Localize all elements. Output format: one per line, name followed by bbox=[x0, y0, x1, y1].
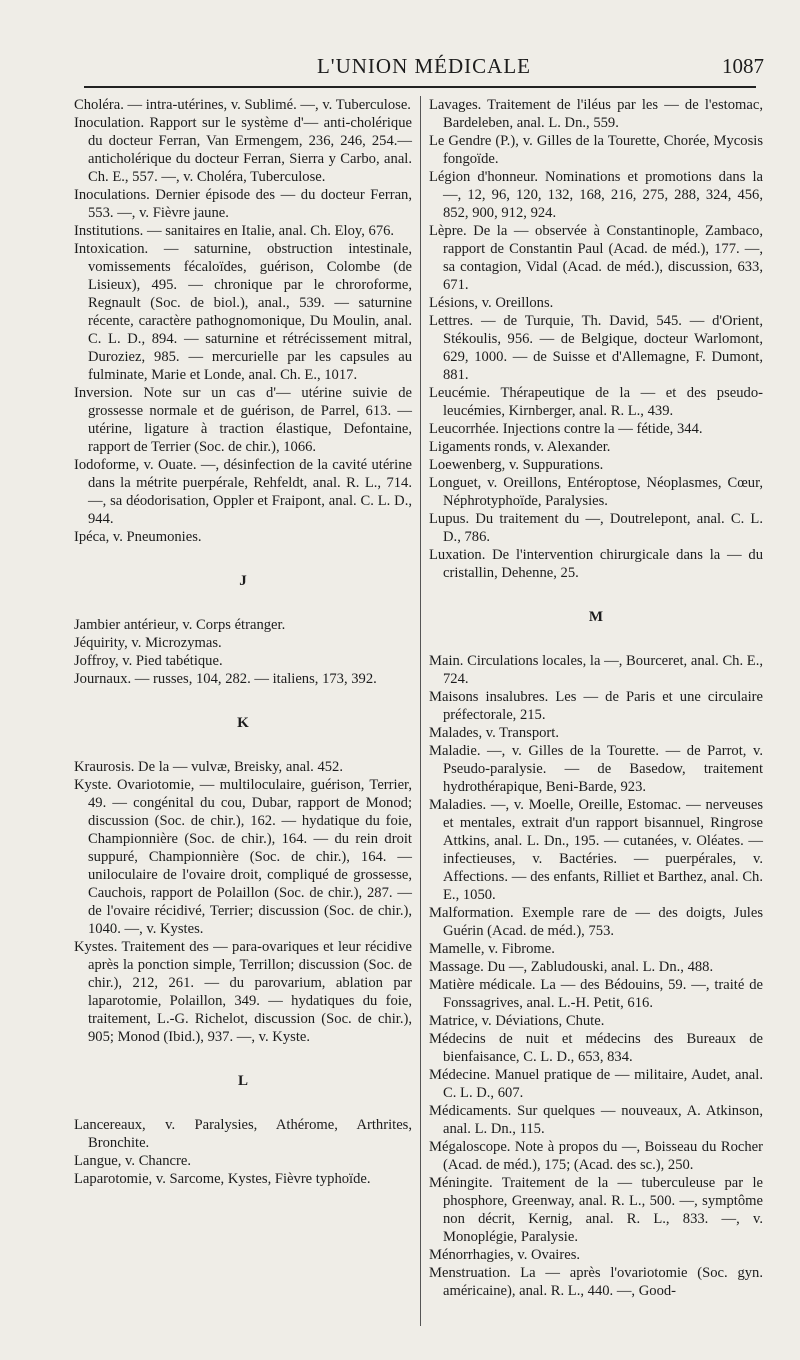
index-entry: Loewenberg, v. Suppurations. bbox=[429, 457, 604, 473]
index-entry: Médecine. Manuel pratique de — militaire, Audet, anal. C. L. D., 607. bbox=[429, 1067, 763, 1101]
right-column bbox=[429, 96, 763, 1300]
index-entry: Ipéca, v. Pneumonies. bbox=[74, 529, 202, 545]
index-entry: Institutions. — sanitaires en Italie, anal. Ch. Eloy, 676. bbox=[74, 223, 395, 239]
section-letter: K bbox=[237, 715, 249, 731]
page-number: 1087 bbox=[722, 54, 764, 78]
index-entry: Ménorrhagies, v. Ovaires. bbox=[429, 1247, 581, 1263]
index-entry: Intoxication. — saturnine, obstruction intestinale, vomissements fécaloïdes, guérison, Colombe (de Lisieux), 495. — chronique par le chroroforme, Regnault (Soc. de biol.), anal., 539. — saturnine récente, caractère pathognomonique, Du Moulin, anal. C. L. D., 894. — saturnine et rétrécissement mitral, Duroziez, 985. — mercurielle par les capsules au fulminate, Marie et Londe, anal. Ch. E., 1017. bbox=[74, 241, 412, 383]
index-entry: Maladies. —, v. Moelle, Oreille, Estomac. — nerveuses et mentales, extrait d'un rapport bisannuel, Ringrose Attkins, anal. L. Dn., 195. — cutanées, v. Oléates. — infectieuses, v. Bactéries. — puerpérales, v. Affections. — des enfants, Rilliet et Barthez, anal. Ch. E., 1050. bbox=[429, 797, 763, 903]
section-letter: L bbox=[237, 1073, 248, 1089]
index-entry: Joffroy, v. Pied tabétique. bbox=[74, 653, 223, 669]
index-entry: Choléra. — intra-utérines, v. Sublimé. —, v. Tuberculose. bbox=[74, 97, 411, 113]
index-entry: Malades, v. Transport. bbox=[429, 725, 559, 741]
journal-title: L'UNION MÉDICALE bbox=[316, 54, 531, 78]
index-entry: Langue, v. Chancre. bbox=[74, 1153, 191, 1169]
index-entry: Leucémie. Thérapeutique de la — et des pseudo-leucémies, Kirnberger, anal. R. L., 439. bbox=[429, 385, 763, 419]
index-entry: Inversion. Note sur un cas d'— utérine suivie de grossesse normale et de guérison, de Parrel, 613. — utérine, ligature à traction élastique, Defontaine, rapport de Terrier (Soc. de chir.), 1066. bbox=[74, 385, 412, 455]
index-entry: Journaux. — russes, 104, 282. — italiens, 173, 392. bbox=[74, 671, 377, 687]
index-entry: Matrice, v. Déviations, Chute. bbox=[429, 1013, 605, 1029]
index-entry: Mamelle, v. Fibrome. bbox=[429, 941, 555, 957]
index-entry: Maladie. —, v. Gilles de la Tourette. — de Parrot, v. Pseudo-paralysie. — de Basedow, traitement hydrothérapique, Beni-Barde, 923. bbox=[429, 743, 763, 795]
index-entry: Lésions, v. Oreillons. bbox=[429, 295, 554, 311]
index-entry: Luxation. De l'intervention chirurgicale dans la — du cristallin, Dehenne, 25. bbox=[429, 547, 763, 581]
index-entry: Lancereaux, v. Paralysies, Athérome, Arthrites, Bronchite. bbox=[74, 1117, 412, 1151]
index-entry: Massage. Du —, Zabludouski, anal. L. Dn., 488. bbox=[429, 959, 714, 975]
index-entry: Malformation. Exemple rare de — des doigts, Jules Guérin (Acad. de méd.), 753. bbox=[429, 905, 763, 939]
section-letter: M bbox=[588, 609, 604, 625]
index-entry: Jambier antérieur, v. Corps étranger. bbox=[74, 617, 286, 633]
column-divider bbox=[420, 96, 421, 1326]
index-entry: Lavages. Traitement de l'iléus par les — de l'estomac, Bardeleben, anal. L. Dn., 559. bbox=[429, 97, 763, 131]
index-entry: Médecins de nuit et médecins des Bureaux de bienfaisance, C. L. D., 653, 834. bbox=[429, 1031, 763, 1065]
index-entry: Méningite. Traitement de la — tuberculeuse par le phosphore, Greenway, anal. R. L., 500. —, symptôme non décrit, Kernig, anal. R. L., 833. —, v. Monoplégie, Paralysie. bbox=[429, 1175, 763, 1245]
section-letter: J bbox=[239, 573, 247, 589]
index-entry: Le Gendre (P.), v. Gilles de la Tourette, Chorée, Mycosis fongoïde. bbox=[429, 133, 763, 167]
index-entry: Leucorrhée. Injections contre la — fétide, 344. bbox=[429, 421, 703, 437]
page-header bbox=[84, 54, 764, 84]
index-entry: Inoculation. Rapport sur le système d'— anti-cholérique du docteur Ferran, Van Ermengem, 236, 246, 254.— anticholérique du docteur Ferran, Sierra y Carbo, anal. Ch. E., 557. —, v. Choléra, Tuberculose. bbox=[74, 115, 412, 185]
index-entry: Jéquirity, v. Microzymas. bbox=[74, 635, 222, 651]
index-entry: Iodoforme, v. Ouate. —, désinfection de la cavité utérine dans la métrite puerpérale, Rehfeldt, anal. R. L., 714. —, sa déodorisation, Oppler et Fraipont, anal. C. L. D., 944. bbox=[74, 457, 412, 527]
index-entry: Main. Circulations locales, la —, Bourceret, anal. Ch. E., 724. bbox=[429, 653, 763, 687]
index-entry: Médicaments. Sur quelques — nouveaux, A. Atkinson, anal. L. Dn., 115. bbox=[429, 1103, 763, 1137]
left-column bbox=[74, 96, 412, 1188]
index-entry: Kystes. Traitement des — para-ovariques et leur récidive après la ponction simple, Terrillon; discussion (Soc. de chir.), 212, 261. — du parovarium, ablation par laparotomie, Polaillon, 349. — hydatiques du foie, traitement, L.-G. Richelot, discussion (Soc. de chir.), 905; Monod (Ibid.), 937. —, v. Kyste. bbox=[74, 939, 412, 1045]
index-entry: Kraurosis. De la — vulvæ, Breisky, anal. 452. bbox=[74, 759, 343, 775]
index-entry: Maisons insalubres. Les — de Paris et une circulaire préfectorale, 215. bbox=[429, 689, 763, 723]
index-entry: Mégaloscope. Note à propos du —, Boisseau du Rocher (Acad. de méd.), 175; (Acad. des sc.), 250. bbox=[429, 1139, 763, 1173]
index-entry: Kyste. Ovariotomie, — multiloculaire, guérison, Terrier, 49. — congénital du cou, Dubar, rapport de Monod; discussion (Soc. de chir.), 162. — hydatique du foie, Championnière (Soc. de chir.), 164. — du rein droit suppuré, Championnière (Soc. de chir.), 164. — uniloculaire de l'ovaire droit, compliqué de grossesse, Cauchois, rapport de Polaillon (Soc. de chir.), 287. — de l'ovaire récidivé, Terrier; discussion (Soc. de chir.), 1040. —, v. Kystes. bbox=[74, 777, 412, 937]
index-entry: Laparotomie, v. Sarcome, Kystes, Fièvre typhoïde. bbox=[74, 1171, 371, 1187]
index-entry: Lettres. — de Turquie, Th. David, 545. — d'Orient, Stékoulis, 956. — de Belgique, docteur Warlomont, 629, 1000. — de Suisse et d'Allemagne, F. Dumont, 881. bbox=[429, 313, 763, 383]
index-entry: Menstruation. La — après l'ovariotomie (Soc. gyn. américaine), anal. R. L., 440. —, Good- bbox=[429, 1265, 763, 1299]
index-entry: Longuet, v. Oreillons, Entéroptose, Néoplasmes, Cœur, Néphrotyphoïde, Paralysies. bbox=[429, 475, 763, 509]
index-entry: Légion d'honneur. Nominations et promotions dans la —, 12, 96, 120, 132, 168, 216, 275, 288, 324, 456, 852, 900, 912, 924. bbox=[429, 169, 763, 221]
index-entry: Matière médicale. La — des Bédouins, 59. —, traité de Fonssagrives, anal. L.-H. Petit, 616. bbox=[429, 977, 763, 1011]
index-entry: Ligaments ronds, v. Alexander. bbox=[429, 439, 611, 455]
index-entry: Lupus. Du traitement du —, Doutrelepont, anal. C. L. D., 786. bbox=[429, 511, 763, 545]
index-entry: Inoculations. Dernier épisode des — du docteur Ferran, 553. —, v. Fièvre jaune. bbox=[74, 187, 412, 221]
header-rule bbox=[84, 86, 756, 88]
index-entry: Lèpre. De la — observée à Constantinople, Zambaco, rapport de Constantin Paul (Acad. de méd.), 177. —, sa contagion, Vidal (Acad. de méd.), discussion, 633, 671. bbox=[429, 223, 763, 293]
